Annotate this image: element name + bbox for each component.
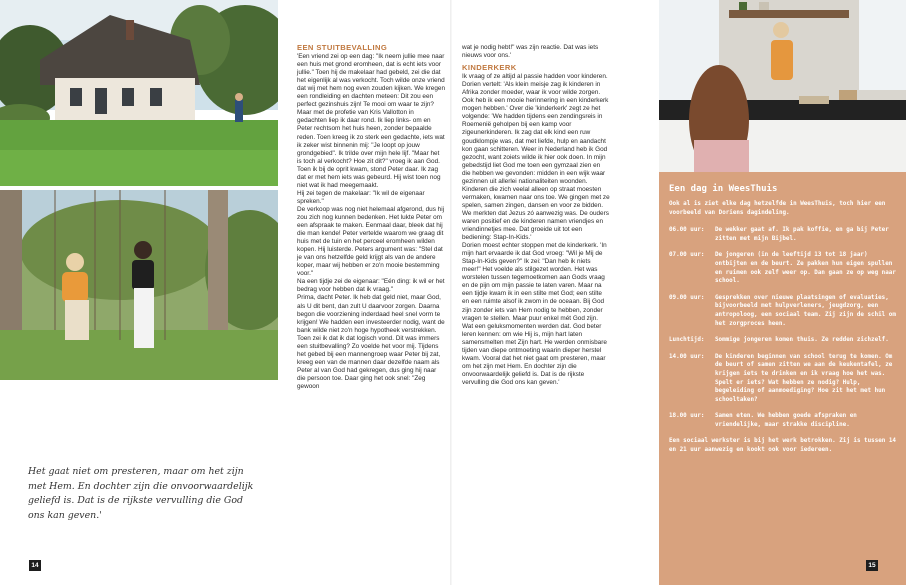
paragraph: Na een tijdje zei de eigenaar: "Eén ding: ik wil er het bedrag voor hebben dat ik vraag." (297, 278, 445, 294)
pull-quote: Het gaat niet om presteren, maar om het zijn met Hem. En dochter zijn die onvoorwaardelijk geliefd is. Dat is de rijkste vervulling die God ons kan geven.' (28, 466, 254, 521)
schedule-row (669, 353, 897, 405)
paragraph: Hij zei tegen de makelaar: "Ik wil de eigenaar spreken." (297, 189, 425, 205)
schedule-row (669, 412, 897, 429)
right-page (452, 0, 906, 585)
schedule-desc: Sommige jongeren komen thuis. Ze redden zichzelf. (715, 337, 889, 344)
panel-intro: Ook al is ziet elke dag hetzelfde in WeesThuis, toch hier een voorbeeld van Doriens dagindeling. (669, 201, 886, 216)
kitchen-photo (659, 0, 906, 172)
schedule-desc: De kinderen beginnen van school terug te komen. Om de beurt of samen zitten we aan de keukentafel, ze krijgen iets te drinken en ik vraag hoe het was. Spelt er iets? Wat hebben ze nodig? Hulp, begeleiding of aanmoediging? Hoe zit het met hun schooltaken? (715, 353, 893, 403)
paragraph: Dorien moest echter stoppen met de kinderkerk. 'In mijn hart ervaarde ik dat God vroeg: "Wil je Mij de Stap-In-Kids geven?" Ik zei: "Dan heb ik niets meer!" Het voelde als stilgezet worden. Het was worstelen tussen tegemoetkomen aan Gods vraag en de pijn om mijn passie te laten varen. Maar na een tijdje kwam ik in een stilte met God; een stilte en een ruimte alsof ik zwom in de oceaan. Bij God zijn zonder iets van Hem nodig te hebben, zonder vragen te stellen. Maar puur enkel mét God zijn. Wat een geluksmomenten werden dat. God beter leren kennen: om wie Hij is, mijn hart laten samensmelten met Zijn hart. He werden onmisbare tijden van diepe ontmoeting waarin dieper herstel kwam. Vooral dat het niet gaat om presteren, maar om het zijn met Hem. En dochter zijn die onvoorwaardelijk geliefd is. Dat is de rijkste vervulling die God ons kan geven.' (462, 242, 607, 386)
page-number-left: 14 (29, 560, 41, 571)
section-heading-stuitbevalling: EEN STUITBEVALLING (297, 43, 388, 52)
schedule-row (669, 336, 897, 345)
schedule-time: 09.00 uur: (669, 294, 705, 301)
schedule-time: 14.00 uur: (669, 353, 705, 360)
sidebar-panel (659, 0, 906, 585)
schedule-row (669, 226, 897, 243)
panel-title: Een dag in WeesThuis (669, 184, 778, 194)
schedule-row (669, 251, 897, 285)
day-schedule-box (669, 184, 897, 455)
schedule-desc: De jongeren (in de leeftijd 13 tot 18 jaar) ontbijten en de beurt. Ze pakken hun eigen spullen en ruimen ook zelf weer op. Dan gaan ze op weg naar school. (715, 252, 896, 285)
schedule-time: Lunchtijd: (669, 337, 705, 344)
article-column-1 (297, 44, 445, 391)
schedule-row (669, 294, 897, 328)
schedule-time: 07.00 uur: (669, 252, 705, 259)
paragraph: Ik vraag of ze altijd al passie hadden voor kinderen. Dorien vertelt: 'Als klein meisje zag ik kinderen in Afrika zonder moeder, waar ik voor wilde zorgen. Ook heb ik een mooie herinnering in een kinderkerk mogen hebben.' Over die 'kinderkerk' zegt ze het volgende: 'We hadden tijdens een zendingsreis in Roemenië geholpen bij een kamp voor zigeunerkinderen. Ik zag dat elk kind een ruw goudklompje was, dat met liefde, hulp en aandacht kon gaan schitteren. Weer in Nederland heb ik God gezocht, want zoiets wilde ik hier ook doen. In mijn gebedstijd liet God me toen een gymzaal zien en die hebben we gevonden: midden in een wijk waar gezinnen uit allerlei nationaliteiten woonden. Kinderen die zich veelal alleen op straat moesten vermaken, kwamen naar ons toe. We gingen met ze spelen, samen zingen, dansen en voor ze bidden. We merkten dat Jezus zó aanwezig was. De ouders waren positief en de kinderen namen vriendjes en vriendinnetjes mee. Dat groeide uit tot een bediening: Stap-In-Kids.' (462, 73, 610, 242)
schedule-desc: Gesprekken over nieuwe plaatsingen of evaluaties, bijvoorbeeld met hulpverleners, jeugdzorg, een antropoloog, een sociaal team. Zij zijn de schil om het zorgproces heen. (715, 294, 896, 327)
paragraph: wat je nodig hebt!" was zijn reactie. Dat was iets nieuws voor ons.' (462, 44, 599, 60)
section-heading-kinderkerk: KINDERKERK (462, 63, 517, 73)
swing-photo (0, 190, 278, 380)
schedule-time: 06.00 uur: (669, 227, 705, 234)
article-column-2 (462, 44, 610, 387)
paragraph: Prima, dacht Peter. Ik heb dat geld niet, maar God, als U dit bent, dan zult U daarvoor zorgen. Daarna begon die voorziening inderdaad heel snel vorm te krijgen! We hadden een investeerder nodig, want de bank wilde niet zo'n hoge hypotheek verstrekken. Toen zei ik dat ik dat logisch vond. Dit was immers een stuitbevalling? Zo voelde het voor mij. Tijdens het gebed bij een mannengroep waar Peter bij zat, kreeg een van de mannen daar dezelfde naam als Peter al van God had gekregen, dus ging hij naar die persoon toe. Daar ging het ook snel: "Zeg gewoon (297, 294, 445, 390)
panel-footer: Een sociaal werkster is bij het werk betrokken. Zij is tussen 14 en 21 uur aanwezig en kookt ook voor iedereen. (669, 438, 896, 454)
paragraph: De verkoop was nog niet helemaal afgerond, dus hij zou zich nog kunnen bedenken. Het lukte Peter om een afspraak te maken. Eenmaal daar, bleek dat hij die man kende! Peter vertelde waarom we graag dit huis met de tuin en het perceel eromheen wilden kopen. Hij luisterde. Peters argument was: "Stel dat je van ons hetzelfde geld krijgt als van de andere koper, maar wij hebben er zo'n mooie bestemming voor." (297, 205, 445, 278)
house-photo (0, 0, 278, 186)
schedule-time: 18.00 uur: (669, 413, 705, 420)
page-number-right: 15 (866, 560, 878, 571)
paragraph: 'Een vriend zei op een dag: "Ik neem jullie mee naar een huis met grond eromheen, dat is echt iets voor jullie." Toen hij de makelaar had gebeld, zei die dat het eigenlijk al was verkocht. Toch wilde onze vriend dat wij met hem nog even zouden kijken. We kregen een rondleiding en dachten meteen: Dit zou een perfect gezinshuis zijn! Te mooi om waar te zijn? Maar met de profetie van Kris Vallotton in gedachten liep ik daar rond. Ik liep links- om en Peter rechtsom het huis heen, zonder bepaalde reden. Toen kreeg ik zo sterk een gedachte, iets wat ik zeker wist binnenin mij: "Je loopt op jouw grondgebied". Ik trilde over mijn hele lijf. "Maar het is toch al verkocht? Hoe zit dit?" vroeg ik aan God. Toen ik bij de oprit kwam, stond Peter daar. Ik zag dat er met hem iets was gebeurd. Hij wist toen nog niet wat ik had meegemaakt. (297, 53, 446, 189)
left-page (0, 0, 452, 585)
schedule-desc: Samen eten. We hebben goede afspraken en vriendelijke, maar strakke discipline. (715, 413, 857, 428)
schedule-desc: De wekker gaat af. Ik pak koffie, en ga bij Peter zitten met mijn Bijbel. (715, 227, 889, 242)
